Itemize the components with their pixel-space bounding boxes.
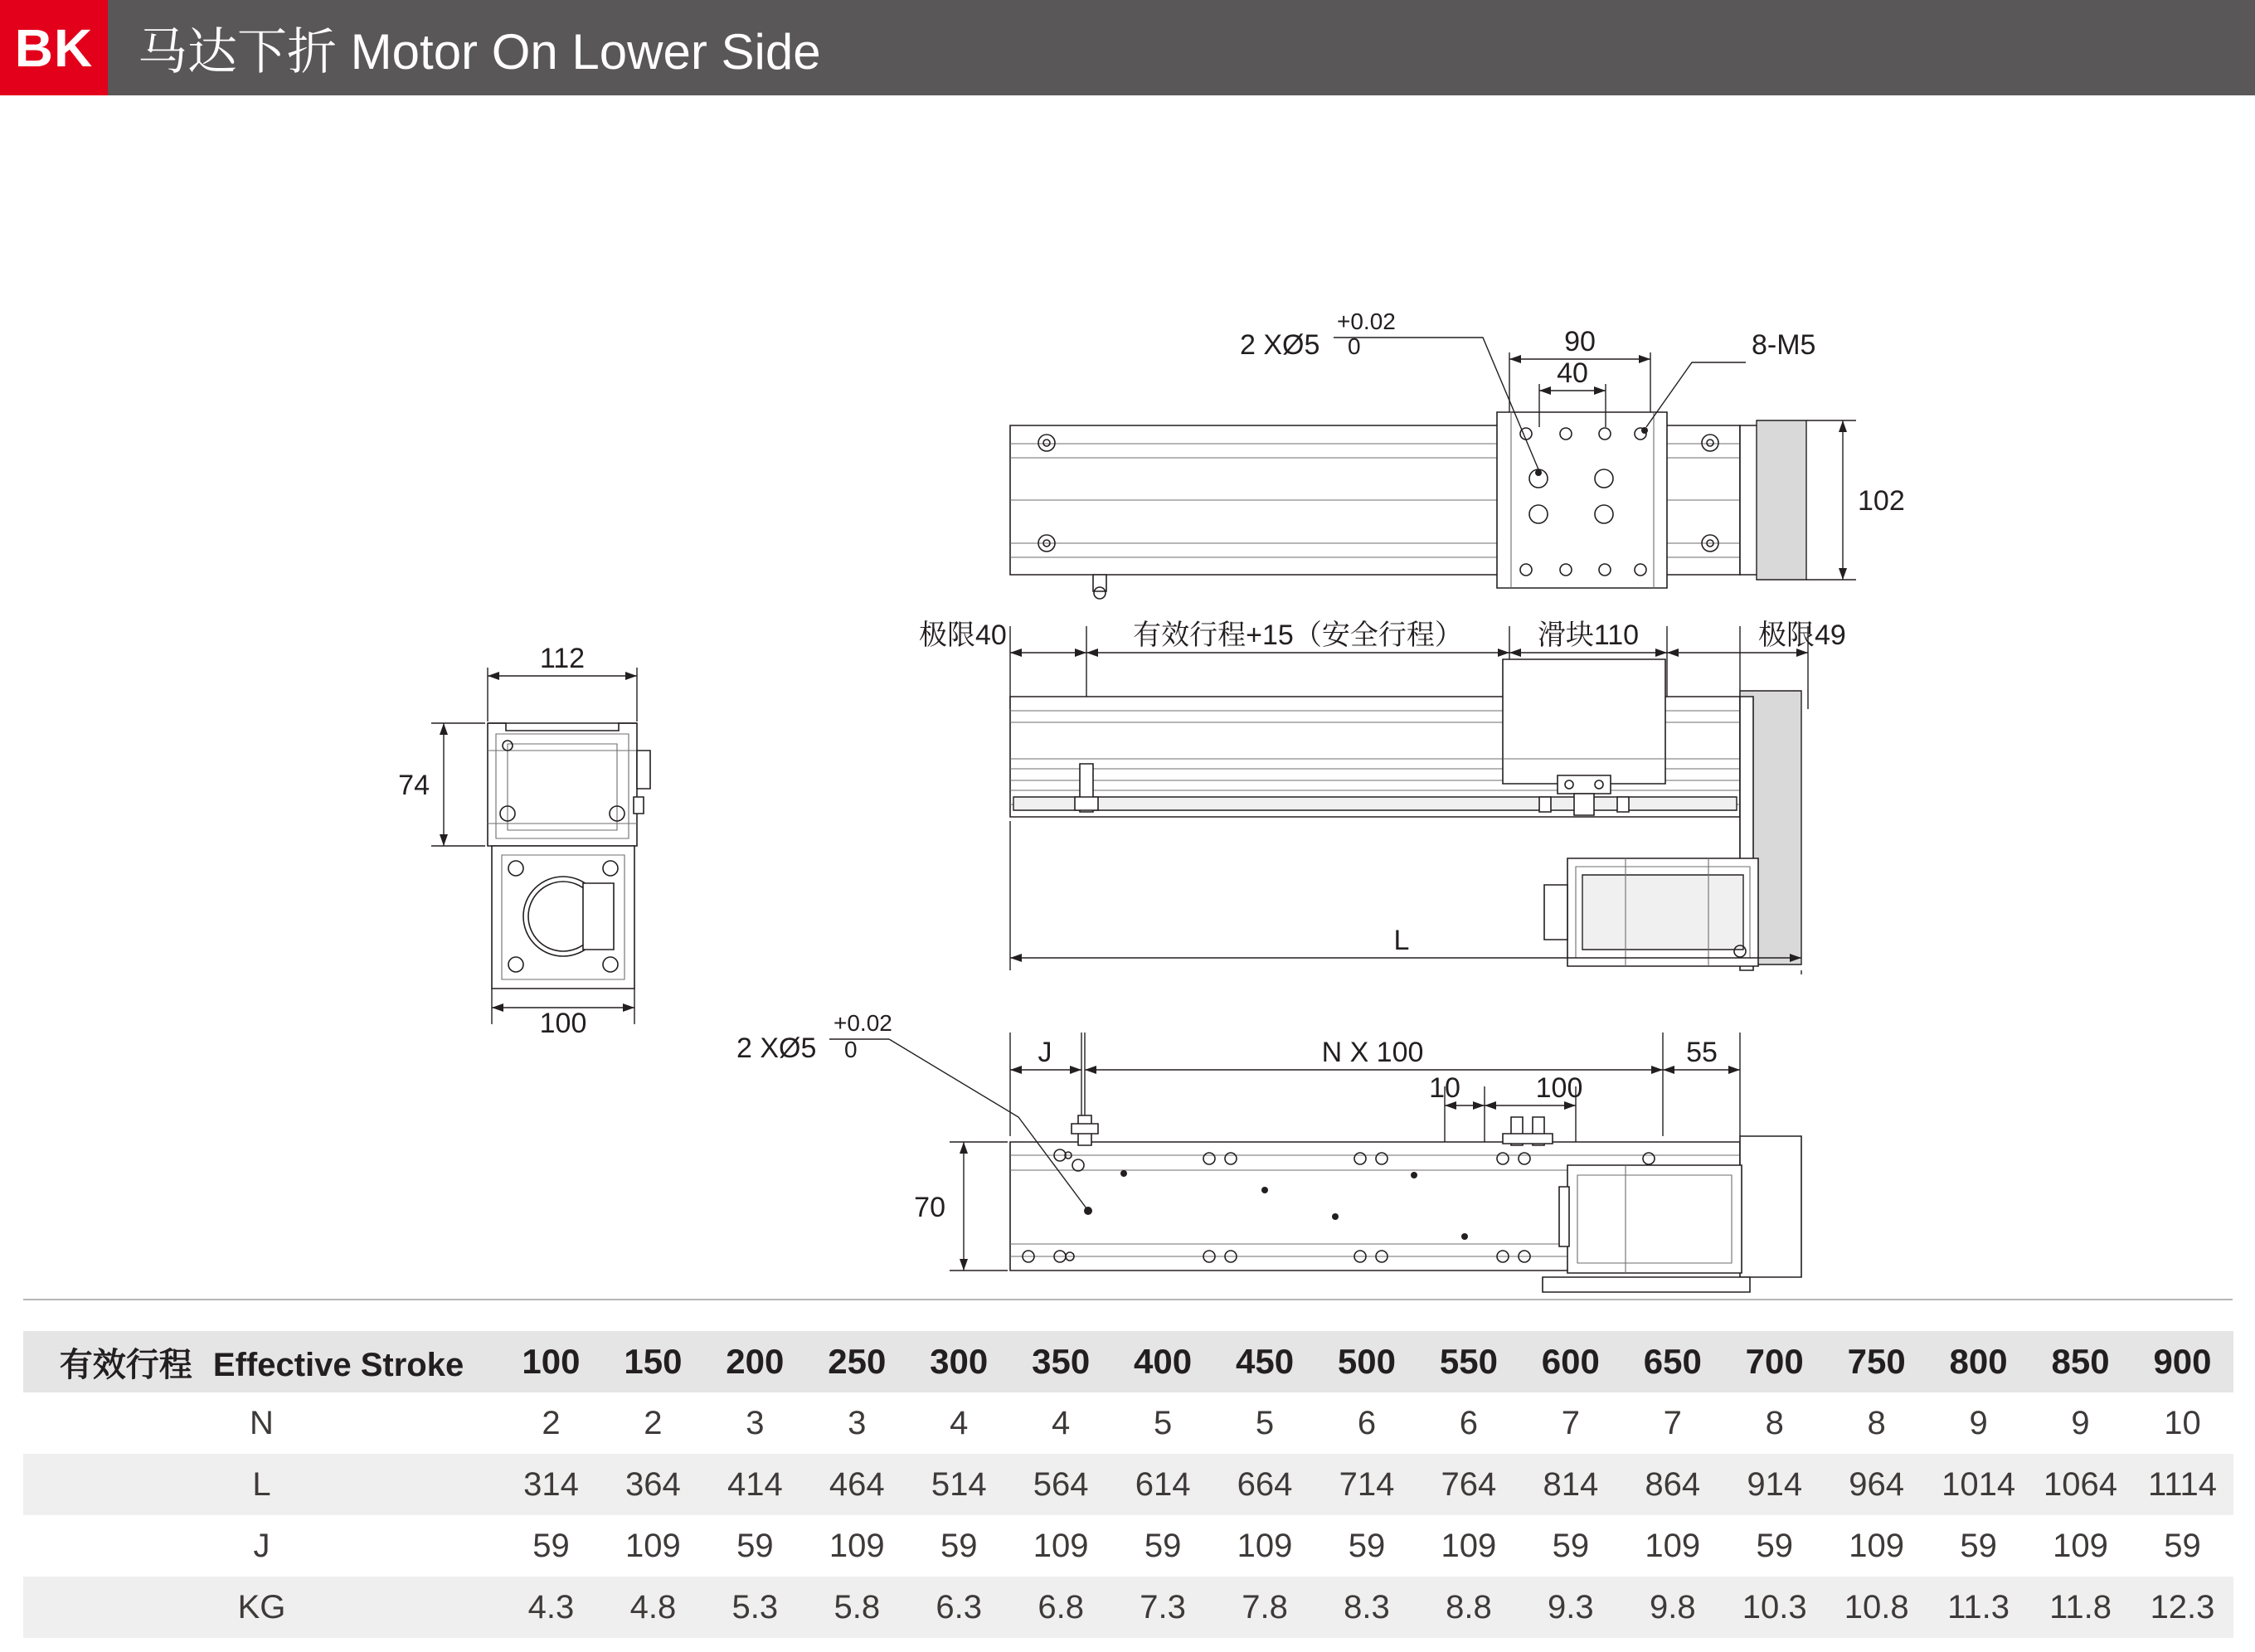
dim-90: 90 bbox=[1564, 326, 1596, 357]
table-cell: 6 bbox=[1417, 1392, 1519, 1454]
table-cell: 109 bbox=[1621, 1515, 1723, 1577]
dim-L: L bbox=[1393, 925, 1410, 956]
dim-102: 102 bbox=[1858, 485, 1905, 517]
page-header bbox=[0, 0, 2255, 95]
tolerance-lower-top: 0 bbox=[1348, 333, 1361, 359]
table-cell: 5 bbox=[1214, 1392, 1316, 1454]
table-header-cell: 550 bbox=[1417, 1331, 1519, 1392]
table-cell: 1064 bbox=[2029, 1454, 2131, 1515]
table-cell: 464 bbox=[806, 1454, 908, 1515]
table-cell: 59 bbox=[1112, 1515, 1214, 1577]
label-effective-stroke: 有效行程+15（安全行程） bbox=[1133, 620, 1463, 651]
table-cell: 8 bbox=[1825, 1392, 1927, 1454]
table-cell: 1114 bbox=[2131, 1454, 2233, 1515]
table-cell: 59 bbox=[1316, 1515, 1418, 1577]
dim-n-x-100: N X 100 bbox=[1321, 1037, 1424, 1068]
table-header-cell: 300 bbox=[908, 1331, 1010, 1392]
table-cell: 4 bbox=[1010, 1392, 1112, 1454]
row-label: N bbox=[23, 1392, 500, 1454]
table-cell: 664 bbox=[1214, 1454, 1316, 1515]
callout-2xo5-bottom: 2 XØ5 bbox=[736, 1032, 817, 1064]
table-cell: 2 bbox=[500, 1392, 602, 1454]
label-limit-left: 极限40 bbox=[919, 620, 1007, 651]
table-cell: 109 bbox=[2029, 1515, 2131, 1577]
table-cell: 4.3 bbox=[500, 1577, 602, 1638]
table-cell: 7.8 bbox=[1214, 1577, 1316, 1638]
table-header-cell: 700 bbox=[1723, 1331, 1825, 1392]
table-cell: 6 bbox=[1316, 1392, 1418, 1454]
table-cell: 2 bbox=[602, 1392, 704, 1454]
table-cell: 4 bbox=[908, 1392, 1010, 1454]
side-view-group bbox=[398, 643, 650, 1039]
row-label: L bbox=[23, 1454, 500, 1515]
table-cell: 7 bbox=[1519, 1392, 1621, 1454]
table-cell: 3 bbox=[704, 1392, 806, 1454]
table-header-cell: 100 bbox=[500, 1331, 602, 1392]
table-cell: 6.8 bbox=[1010, 1577, 1112, 1638]
table-cell: 814 bbox=[1519, 1454, 1621, 1515]
table-header-cell: 850 bbox=[2029, 1331, 2131, 1392]
table-header-row bbox=[23, 1331, 2233, 1392]
table-row bbox=[23, 1577, 2233, 1638]
table-cell: 59 bbox=[500, 1515, 602, 1577]
top-view-group bbox=[1010, 309, 1905, 599]
header-badge: BK bbox=[0, 0, 108, 95]
table-cell: 5 bbox=[1112, 1392, 1214, 1454]
table-cell: 8.8 bbox=[1417, 1577, 1519, 1638]
table-cell: 109 bbox=[1214, 1515, 1316, 1577]
dim-70: 70 bbox=[914, 1192, 945, 1223]
spec-table-body bbox=[23, 1331, 2233, 1638]
table-header-cell: 600 bbox=[1519, 1331, 1621, 1392]
row-label: KG bbox=[23, 1577, 500, 1638]
table-cell: 414 bbox=[704, 1454, 806, 1515]
table-cell: 9 bbox=[2029, 1392, 2131, 1454]
table-cell: 10.8 bbox=[1825, 1577, 1927, 1638]
table-cell: 364 bbox=[602, 1454, 704, 1515]
table-cell: 4.8 bbox=[602, 1577, 704, 1638]
table-cell: 914 bbox=[1723, 1454, 1825, 1515]
table-cell: 59 bbox=[1519, 1515, 1621, 1577]
table-cell: 764 bbox=[1417, 1454, 1519, 1515]
table-cell: 714 bbox=[1316, 1454, 1418, 1515]
table-cell: 964 bbox=[1825, 1454, 1927, 1515]
table-cell: 10.3 bbox=[1723, 1577, 1825, 1638]
callout-8m5: 8-M5 bbox=[1752, 329, 1816, 361]
table-cell: 59 bbox=[1723, 1515, 1825, 1577]
technical-drawing bbox=[0, 95, 2255, 1331]
front-view-group bbox=[919, 620, 1846, 974]
table-cell: 1014 bbox=[1927, 1454, 2029, 1515]
tolerance-upper-top: +0.02 bbox=[1337, 309, 1396, 334]
table-row bbox=[23, 1454, 2233, 1515]
table-header-cell: 150 bbox=[602, 1331, 704, 1392]
callout-2xo5-top: 2 XØ5 bbox=[1240, 329, 1320, 361]
table-cell: 3 bbox=[806, 1392, 908, 1454]
tolerance-lower-bottom: 0 bbox=[844, 1037, 858, 1062]
table-cell: 59 bbox=[908, 1515, 1010, 1577]
spec-table bbox=[23, 1331, 2233, 1638]
table-cell: 9.8 bbox=[1621, 1577, 1723, 1638]
table-cell: 59 bbox=[1927, 1515, 2029, 1577]
table-cell: 59 bbox=[704, 1515, 806, 1577]
tolerance-upper-bottom: +0.02 bbox=[833, 1010, 892, 1036]
table-cell: 59 bbox=[2131, 1515, 2233, 1577]
table-cell: 5.3 bbox=[704, 1577, 806, 1638]
row-label: J bbox=[23, 1515, 500, 1577]
table-cell: 11.8 bbox=[2029, 1577, 2131, 1638]
table-cell: 12.3 bbox=[2131, 1577, 2233, 1638]
table-cell: 514 bbox=[908, 1454, 1010, 1515]
table-header-cell: 450 bbox=[1214, 1331, 1316, 1392]
table-header-cell: 350 bbox=[1010, 1331, 1112, 1392]
table-header-cell: 250 bbox=[806, 1331, 908, 1392]
table-cell: 7 bbox=[1621, 1392, 1723, 1454]
bottom-view-group bbox=[736, 1010, 1801, 1292]
table-cell: 109 bbox=[806, 1515, 908, 1577]
table-cell: 109 bbox=[1825, 1515, 1927, 1577]
table-cell: 614 bbox=[1112, 1454, 1214, 1515]
dim-100-bottom: 100 bbox=[1535, 1072, 1583, 1104]
stroke-label-en: Effective Stroke bbox=[212, 1346, 464, 1383]
table-cell: 8.3 bbox=[1316, 1577, 1418, 1638]
table-header-cell: 650 bbox=[1621, 1331, 1723, 1392]
table-cell: 109 bbox=[1417, 1515, 1519, 1577]
table-cell: 9 bbox=[1927, 1392, 2029, 1454]
dim-100-side: 100 bbox=[539, 1008, 587, 1039]
table-cell: 109 bbox=[602, 1515, 704, 1577]
dim-40: 40 bbox=[1557, 357, 1588, 389]
table-header-cell: 500 bbox=[1316, 1331, 1418, 1392]
table-row bbox=[23, 1392, 2233, 1454]
table-header-cell: 400 bbox=[1112, 1331, 1214, 1392]
dim-J: J bbox=[1038, 1037, 1052, 1068]
table-cell: 11.3 bbox=[1927, 1577, 2029, 1638]
table-header-stroke-label bbox=[23, 1331, 500, 1392]
stroke-label-cn: 有效行程 bbox=[59, 1346, 192, 1383]
table-header-cell: 750 bbox=[1825, 1331, 1927, 1392]
page-title: 马达下折 Motor On Lower Side bbox=[138, 23, 821, 80]
table-header-cell: 200 bbox=[704, 1331, 806, 1392]
table-cell: 7.3 bbox=[1112, 1577, 1214, 1638]
table-cell: 8 bbox=[1723, 1392, 1825, 1454]
table-cell: 10 bbox=[2131, 1392, 2233, 1454]
table-header-cell: 800 bbox=[1927, 1331, 2029, 1392]
table-cell: 6.3 bbox=[908, 1577, 1010, 1638]
dim-55: 55 bbox=[1686, 1037, 1718, 1068]
dim-112: 112 bbox=[539, 643, 586, 674]
table-cell: 864 bbox=[1621, 1454, 1723, 1515]
table-header-cell: 900 bbox=[2131, 1331, 2233, 1392]
spec-table-wrapper bbox=[23, 1331, 2233, 1638]
table-cell: 5.8 bbox=[806, 1577, 908, 1638]
table-cell: 564 bbox=[1010, 1454, 1112, 1515]
table-cell: 314 bbox=[500, 1454, 602, 1515]
table-cell: 109 bbox=[1010, 1515, 1112, 1577]
dim-10: 10 bbox=[1429, 1072, 1460, 1104]
dim-74: 74 bbox=[398, 770, 430, 801]
table-cell: 9.3 bbox=[1519, 1577, 1621, 1638]
label-slider: 滑块110 bbox=[1537, 620, 1640, 651]
label-limit-right: 极限49 bbox=[1758, 620, 1846, 651]
table-row bbox=[23, 1515, 2233, 1577]
